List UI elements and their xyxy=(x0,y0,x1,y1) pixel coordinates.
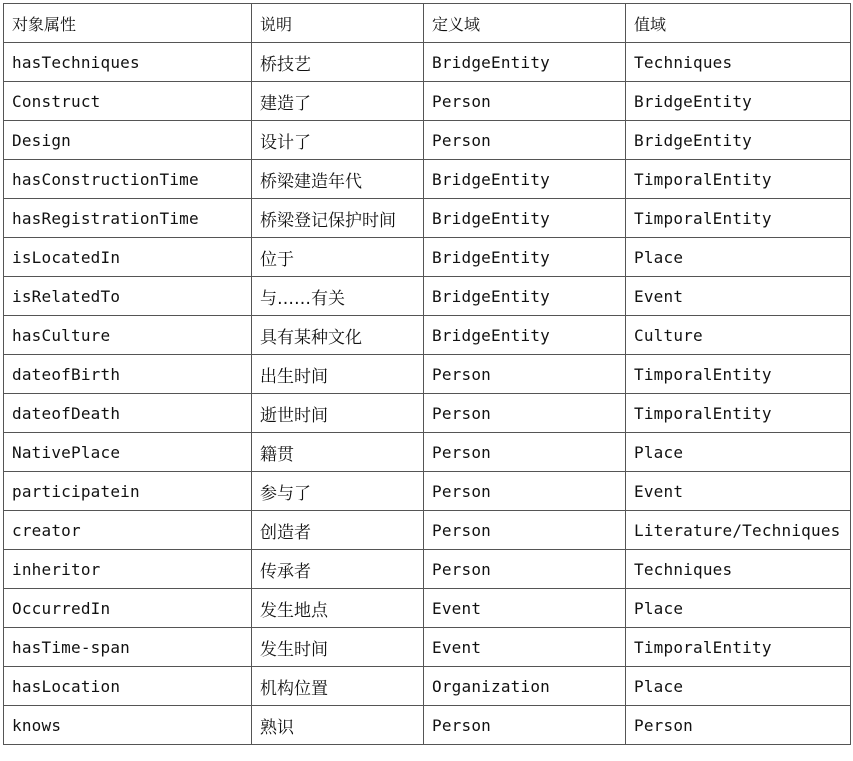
cell-range: BridgeEntity xyxy=(626,82,851,121)
cell-property: isRelatedTo xyxy=(4,277,252,316)
table-row xyxy=(4,433,851,472)
cell-description: 桥梁登记保护时间 xyxy=(252,199,424,238)
table-row xyxy=(4,238,851,277)
cell-description: 桥技艺 xyxy=(252,43,424,82)
cell-description: 与……有关 xyxy=(252,277,424,316)
header-description: 说明 xyxy=(252,4,424,43)
header-domain: 定义域 xyxy=(424,4,626,43)
cell-domain: Person xyxy=(424,82,626,121)
table-row xyxy=(4,277,851,316)
cell-range: Person xyxy=(626,706,851,745)
table-row xyxy=(4,160,851,199)
cell-domain: BridgeEntity xyxy=(424,199,626,238)
cell-domain: BridgeEntity xyxy=(424,238,626,277)
cell-domain: Person xyxy=(424,355,626,394)
cell-property: Design xyxy=(4,121,252,160)
cell-description: 发生时间 xyxy=(252,628,424,667)
cell-domain: Organization xyxy=(424,667,626,706)
cell-property: dateofBirth xyxy=(4,355,252,394)
cell-property: NativePlace xyxy=(4,433,252,472)
cell-range: TimporalEntity xyxy=(626,199,851,238)
cell-property: creator xyxy=(4,511,252,550)
header-range: 值域 xyxy=(626,4,851,43)
cell-range: TimporalEntity xyxy=(626,628,851,667)
cell-property: hasCulture xyxy=(4,316,252,355)
cell-property: hasTechniques xyxy=(4,43,252,82)
cell-range: Event xyxy=(626,277,851,316)
cell-range: Place xyxy=(626,433,851,472)
cell-description: 传承者 xyxy=(252,550,424,589)
cell-property: hasRegistrationTime xyxy=(4,199,252,238)
table-row xyxy=(4,82,851,121)
cell-range: Techniques xyxy=(626,550,851,589)
table-row xyxy=(4,121,851,160)
table-row xyxy=(4,355,851,394)
cell-description: 机构位置 xyxy=(252,667,424,706)
cell-domain: Person xyxy=(424,121,626,160)
cell-range: Literature/Techniques xyxy=(626,511,851,550)
cell-description: 出生时间 xyxy=(252,355,424,394)
cell-property: dateofDeath xyxy=(4,394,252,433)
cell-property: hasConstructionTime xyxy=(4,160,252,199)
cell-domain: BridgeEntity xyxy=(424,316,626,355)
table-row xyxy=(4,511,851,550)
table-row xyxy=(4,589,851,628)
cell-range: Event xyxy=(626,472,851,511)
cell-property: knows xyxy=(4,706,252,745)
cell-domain: Event xyxy=(424,589,626,628)
cell-description: 逝世时间 xyxy=(252,394,424,433)
cell-domain: BridgeEntity xyxy=(424,160,626,199)
cell-range: Place xyxy=(626,667,851,706)
table-row xyxy=(4,394,851,433)
cell-domain: Person xyxy=(424,550,626,589)
cell-description: 熟识 xyxy=(252,706,424,745)
cell-description: 具有某种文化 xyxy=(252,316,424,355)
cell-domain: BridgeEntity xyxy=(424,277,626,316)
table-row xyxy=(4,316,851,355)
cell-description: 籍贯 xyxy=(252,433,424,472)
cell-range: Techniques xyxy=(626,43,851,82)
cell-domain: Person xyxy=(424,511,626,550)
cell-range: Culture xyxy=(626,316,851,355)
cell-description: 创造者 xyxy=(252,511,424,550)
cell-range: TimporalEntity xyxy=(626,394,851,433)
cell-property: hasTime-span xyxy=(4,628,252,667)
cell-property: Construct xyxy=(4,82,252,121)
cell-description: 桥梁建造年代 xyxy=(252,160,424,199)
header-object-property: 对象属性 xyxy=(4,4,252,43)
cell-property: isLocatedIn xyxy=(4,238,252,277)
cell-description: 建造了 xyxy=(252,82,424,121)
cell-domain: Person xyxy=(424,706,626,745)
cell-property: inheritor xyxy=(4,550,252,589)
table-row xyxy=(4,550,851,589)
table-row xyxy=(4,667,851,706)
table-row xyxy=(4,472,851,511)
cell-range: TimporalEntity xyxy=(626,355,851,394)
table-header-row xyxy=(4,4,851,43)
cell-description: 发生地点 xyxy=(252,589,424,628)
cell-description: 参与了 xyxy=(252,472,424,511)
table-row xyxy=(4,43,851,82)
object-property-table xyxy=(3,3,851,745)
cell-property: participatein xyxy=(4,472,252,511)
table-row xyxy=(4,628,851,667)
cell-domain: BridgeEntity xyxy=(424,43,626,82)
cell-domain: Person xyxy=(424,472,626,511)
table-row xyxy=(4,199,851,238)
cell-description: 设计了 xyxy=(252,121,424,160)
table-row xyxy=(4,706,851,745)
table-body xyxy=(4,43,851,745)
cell-property: OccurredIn xyxy=(4,589,252,628)
cell-domain: Person xyxy=(424,394,626,433)
cell-domain: Event xyxy=(424,628,626,667)
cell-range: Place xyxy=(626,589,851,628)
cell-property: hasLocation xyxy=(4,667,252,706)
cell-domain: Person xyxy=(424,433,626,472)
cell-range: TimporalEntity xyxy=(626,160,851,199)
cell-description: 位于 xyxy=(252,238,424,277)
cell-range: Place xyxy=(626,238,851,277)
cell-range: BridgeEntity xyxy=(626,121,851,160)
